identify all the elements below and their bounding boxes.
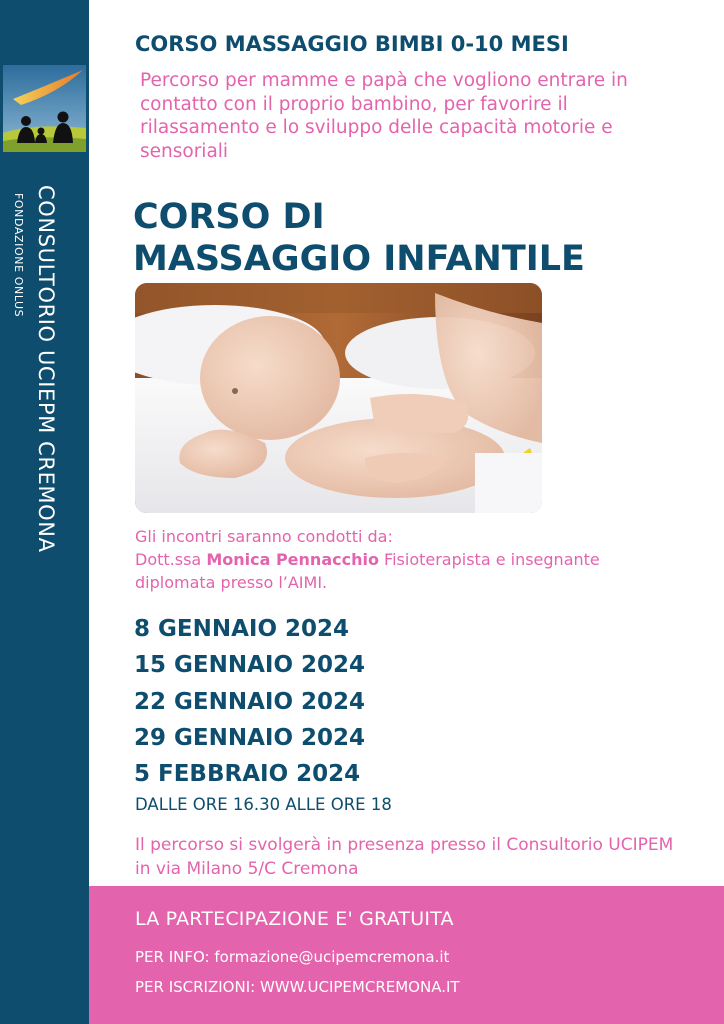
date-item: 15 GENNAIO 2024: [134, 652, 366, 679]
title-line-1: CORSO DI: [133, 197, 325, 237]
conductor-details: [135, 548, 675, 594]
intro-text: Percorso per mamme e papà che vogliono entrare in contatto con il proprio bambino, per favorire il rilassamento e lo sviluppo delle capacità motorie e sensoriali: [140, 70, 628, 162]
register-label: PER ISCRIZIONI:: [135, 978, 256, 996]
organization-name: CONSULTORIO UCIEPM CREMONA: [34, 185, 58, 553]
sidebar: [0, 0, 89, 1024]
conductor-name: Monica Pennacchio: [206, 550, 379, 569]
date-item: 8 GENNAIO 2024: [134, 616, 350, 642]
family-logo-icon: [3, 65, 86, 152]
footer-banner: [89, 886, 724, 1024]
conductor-role: Fisioterapista e insegnante diplomata presso l’AIMI.: [135, 550, 600, 592]
register-line: [135, 978, 460, 996]
date-item: 5 FEBBRAIO 2024: [134, 761, 361, 788]
baby-massage-image: [135, 283, 542, 513]
conductor-info: [135, 525, 675, 594]
date-list: [134, 611, 365, 792]
info-email-link[interactable]: formazione@ucipemcremona.it: [214, 948, 450, 966]
info-line: [135, 948, 449, 966]
conductor-prefix: Dott.ssa: [135, 550, 202, 569]
date-item: 22 GENNAIO 2024: [134, 688, 366, 715]
free-participation: LA PARTECIPAZIONE E' GRATUITA: [135, 908, 454, 930]
title-line-2: MASSAGGIO INFANTILE: [133, 239, 585, 279]
baby-massage-photo: [135, 283, 542, 513]
page-title: [133, 196, 693, 280]
register-url-link[interactable]: WWW.UCIPEMCREMONA.IT: [259, 978, 460, 996]
organization-logo: [3, 65, 86, 152]
course-short-title: CORSO MASSAGGIO BIMBI 0-10 MESI: [135, 32, 569, 56]
organization-subtitle: FONDAZIONE ONLUS: [12, 193, 25, 318]
info-label: PER INFO:: [135, 948, 210, 966]
time-range: DALLE ORE 16.30 ALLE ORE 18: [135, 795, 392, 814]
date-item: 29 GENNAIO 2024: [134, 724, 366, 751]
conductor-intro: Gli incontri saranno condotti da:: [135, 527, 393, 546]
venue-text: Il percorso si svolgerà in presenza presso il Consultorio UCIPEM in via Milano 5/C Cremona: [135, 835, 674, 879]
